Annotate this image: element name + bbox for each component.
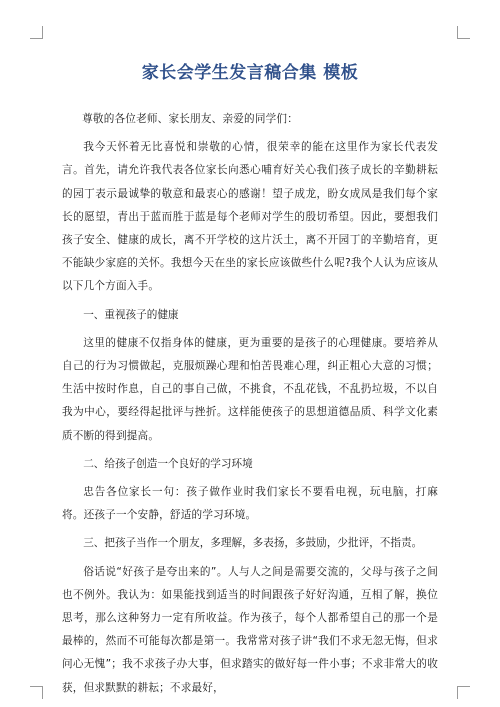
paragraph-environment: 忠告各位家长一句：孩子做作业时我们家长不要看电视，玩电脑，打麻将。还孩子一个安静，舒适的学习环境。: [62, 486, 438, 522]
section-heading-3: 三、把孩子当作一个朋友，多理解，多表扬，多鼓励，少批评，不指责。: [83, 537, 423, 550]
crop-mark-bottom-left: [30, 686, 43, 699]
paragraph-intro: 我今天怀着无比喜悦和崇敬的心情，很荣幸的能在这里作为家长代表发言。首先，请允许我代表各位家长向悉心哺育好关心我们孩子成长的辛勤耕耘的园丁表示最诚挚的敬意和最衷心的感谢！望子成龙，盼女成凤是我们每个家长的愿望，青出于蓝而胜于蓝是每个老师对学生的殷切希望。因此，要想我们孩子安全、健康的成长，离不开学校的这片沃土，离不开园丁的辛勤培育，更不能缺少家庭的关怀。我想今天在坐的家长应该做些什么呢?我个人认为应该从以下几个方面入手。: [62, 141, 438, 293]
crop-mark-top-left: [30, 26, 43, 39]
paragraph-friendship: 俗话说“好孩子是夸出来的”。人与人之间是需要交流的，父母与孩子之间也不例外。我认为：如果能找到适当的时间跟孩子好好沟通，互相了解，换位思考，那么这种努力一定有所收益。作为孩子，每个人都希望自己的那一个是最棒的，然而不可能每次都是第一。我常常对孩子讲“我们不求无忽无悔，但求问心无愧”；我不求孩子办大事，但求踏实的做好每一件小事；不求非常大的收获，但求默默的耕耘；不求最好，: [62, 565, 438, 694]
section-heading-1: 一、重视孩子的健康: [83, 308, 179, 321]
crop-mark-bottom-right: [457, 686, 470, 699]
document-page: [62, 60, 438, 705]
document-title: 家长会学生发言稿合集 模板: [141, 63, 359, 83]
paragraph-health: 这里的健康不仅指身体的健康，更为重要的是孩子的心理健康。要培养从自己的行为习惯做起，克服烦躁心理和怕苦畏难心理，纠正粗心大意的习惯；生活中按时作息，自己的事自己做，不挑食，不乱花钱，不乱扔垃圾，不以自我为中心，要经得起批评与挫折。这样能使孩子的思想道德品质、科学文化素质不断的得到提高。: [62, 336, 438, 442]
greeting: 尊敬的各位老师、家长朋友、亲爱的同学们：: [82, 113, 298, 125]
crop-mark-top-right: [457, 26, 470, 39]
section-heading-2: 二、给孩子创造一个良好的学习环境: [83, 457, 253, 470]
